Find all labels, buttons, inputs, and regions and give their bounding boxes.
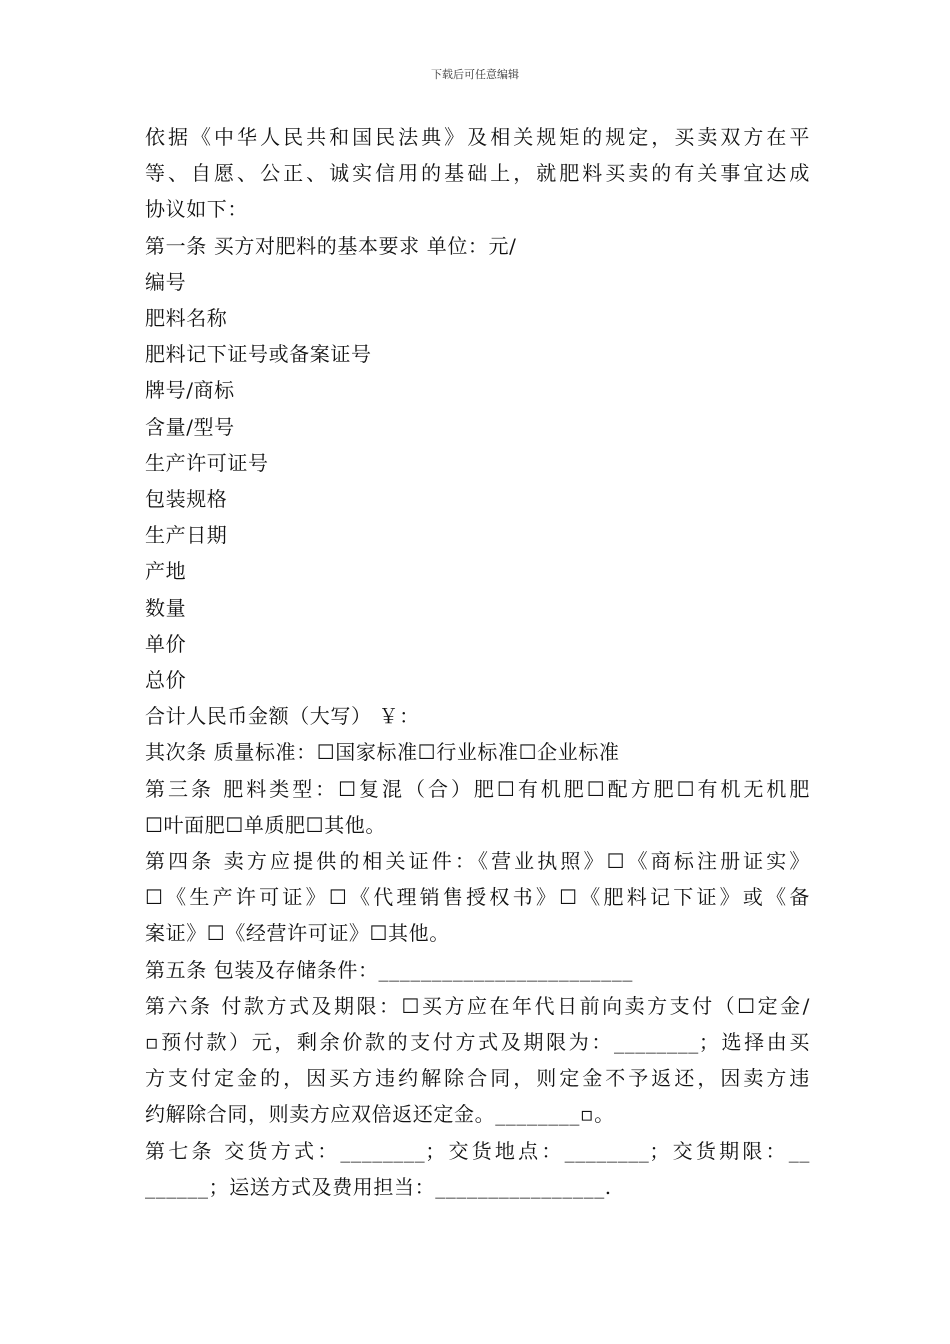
page-header-note: 下载后可任意编辑 (431, 68, 519, 81)
article-7-delivery-line-2: ______；运送方式及费用担当：________________. (145, 1174, 612, 1199)
field-origin: 产地 (145, 559, 187, 584)
field-unit-price: 单价 (145, 631, 187, 656)
field-content-model: 含量/型号 (145, 414, 235, 439)
field-production-date: 生产日期 (145, 523, 228, 548)
article-3-fertilizer-type-line-2: ☐叶面肥☐单质肥☐其他。 (145, 812, 386, 837)
article-4-certificates-line-1: 第四条 卖方应提供的相关证件：《营业执照》☐《商标注册证实》 (145, 849, 810, 874)
article-2-quality-standard: 其次条 质量标准：☐国家标准☐行业标准☐企业标准 (145, 740, 620, 765)
field-brand-trademark: 牌号/商标 (145, 378, 235, 403)
field-production-license: 生产许可证号 (145, 450, 269, 475)
article-6-payment-line-2: ▫预付款）元，剩余价款的支付方式及期限为：________；选择由买 (145, 1030, 810, 1055)
field-quantity: 数量 (145, 595, 187, 620)
field-total-price: 总价 (145, 668, 187, 693)
preamble-line-2: 等、自愿、公正、诚实信用的基础上，就肥料买卖的有关事宜达成 (145, 161, 810, 186)
field-fertilizer-name: 肥料名称 (145, 306, 228, 331)
preamble-line-3: 协议如下： (145, 197, 248, 222)
preamble-line-1: 依据《中华人民共和国民法典》及相关规矩的规定，买卖双方在平 (145, 125, 810, 149)
field-registration-number: 肥料记下证号或备案证号 (145, 342, 372, 367)
article-3-fertilizer-type-line-1: 第三条 肥料类型：☐复混（合）肥☐有机肥☐配方肥☐有机无机肥 (145, 776, 810, 801)
article-4-certificates-line-2: ☐《生产许可证》☐《代理销售授权书》☐《肥料记下证》或《备 (145, 885, 810, 910)
article-7-delivery-line-1: 第七条 交货方式：________；交货地点：________；交货期限：__ (145, 1138, 810, 1163)
field-package-spec: 包装规格 (145, 487, 228, 512)
field-total-rmb-amount: 合计人民币金额（大写） ￥： (145, 704, 420, 729)
article-6-payment-line-1: 第六条 付款方式及期限：☐买方应在年代日前向卖方支付（☐定金/ (145, 993, 810, 1018)
article-6-payment-line-4: 约解除合同，则卖方应双倍返还定金。________▫。 (145, 1102, 615, 1127)
article-6-payment-line-3: 方支付定金的，因买方违约解除合同，则定金不予返还，因卖方违 (145, 1066, 810, 1091)
article-5-packaging-storage: 第五条 包装及存储条件：________________________ (145, 957, 633, 982)
document-body (145, 119, 810, 1205)
article-1-heading: 第一条 买方对肥料的基本要求 单位：元/ (145, 233, 517, 258)
field-number: 编号 (145, 269, 187, 294)
article-4-certificates-line-3: 案证》☐《经营许可证》☐其他。 (145, 921, 450, 946)
